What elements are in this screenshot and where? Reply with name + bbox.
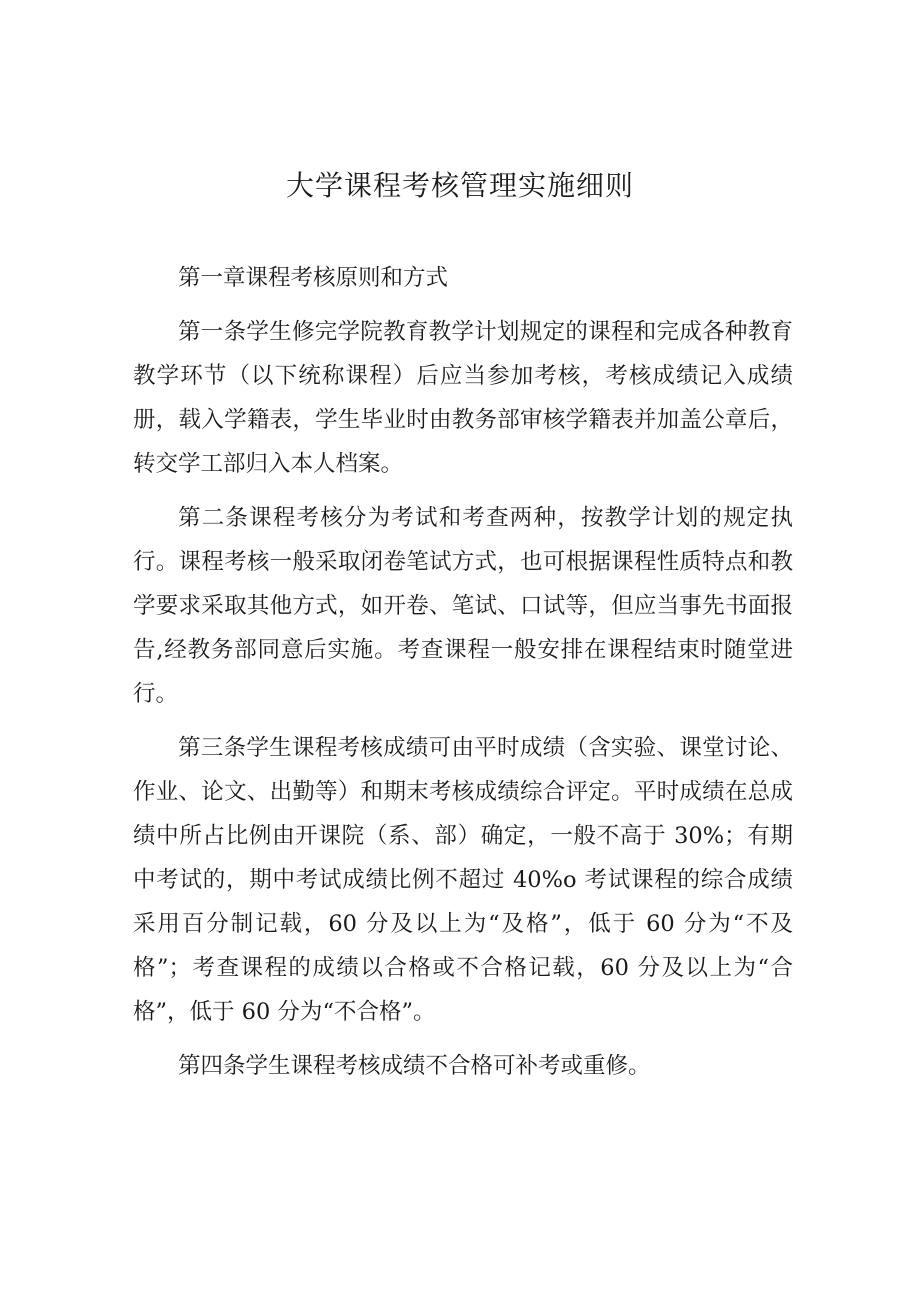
- article-1: 第一条学生修完学院教育教学计划规定的课程和完成各种教育教学环节（以下统称课程）后应当参加考核，考核成绩记入成绩册，载入学籍表，学生毕业时由教务部审核学籍表并加盖公章后，转交学工部归入本人档案。: [133, 319, 793, 477]
- document-body: [133, 256, 793, 1098]
- article-4: 第四条学生课程考核成绩不合格可补考或重修。: [178, 1053, 651, 1079]
- document-title: 大学课程考核管理实施细则: [285, 169, 634, 202]
- article-2: 第二条课程考核分为考试和考查两种，按教学计划的规定执行。课程考核一般采取闭卷笔试方式，也可根据课程性质特点和教学要求采取其他方式，如开卷、笔试、口试等，但应当事先书面报告,经教务部同意后实施。考查课程一般安排在课程结束时随堂进行。: [133, 505, 793, 707]
- article-3: 第三条学生课程考核成绩可由平时成绩（含实验、课堂讨论、作业、论文、出勤等）和期末考核成绩综合评定。平时成绩在总成绩中所占比例由开课院（系、部）确定，一般不高于 30%；有期中考试的，期中考试成绩比例不超过 40%o 考试课程的综合成绩采用百分制记载，60 分及以上为“及格”，低于 60 分为“不及格”；考查课程的成绩以合格或不合格记载，60 分及以上为“合格”，低于 60 分为“不合格”。: [133, 735, 793, 1025]
- chapter-heading: 第一章课程考核原则和方式: [178, 265, 449, 291]
